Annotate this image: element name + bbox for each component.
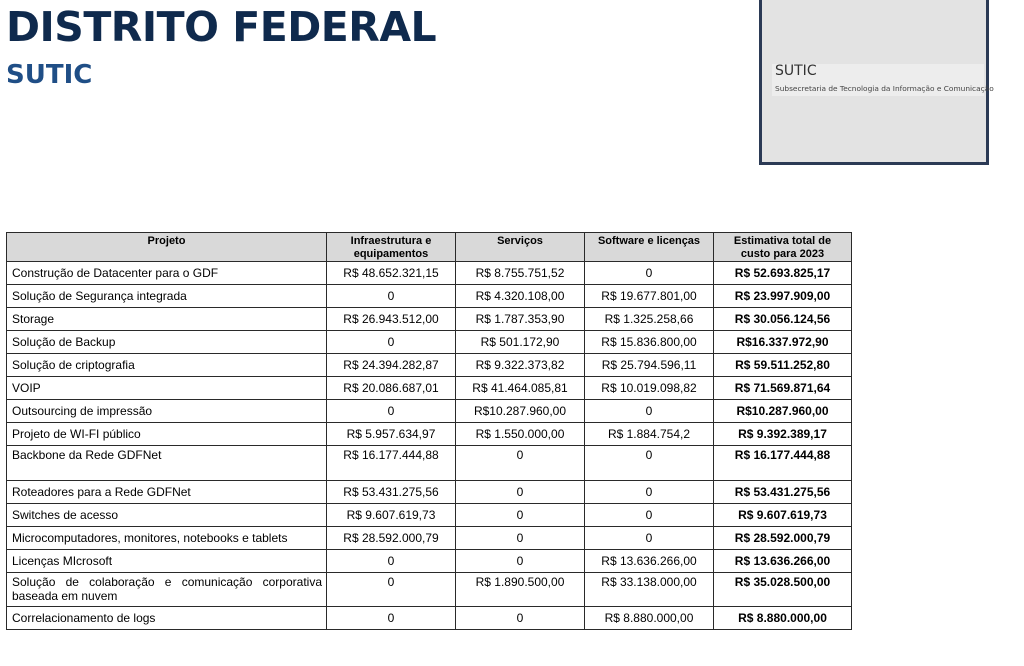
row-total-cell: R$ 23.997.909,00	[714, 285, 852, 308]
row-servicos-cell: 0	[456, 504, 585, 527]
table-row	[7, 354, 852, 377]
table-header-row	[7, 233, 852, 262]
row-software-cell: 0	[585, 527, 714, 550]
row-servicos-cell: R$ 1.890.500,00	[456, 573, 585, 607]
row-total-cell: R$ 13.636.266,00	[714, 550, 852, 573]
row-software-cell: R$ 19.677.801,00	[585, 285, 714, 308]
logo-abbr: SUTIC	[775, 63, 817, 79]
row-software-cell: R$ 10.019.098,82	[585, 377, 714, 400]
row-total-cell: R$ 8.880.000,00	[714, 607, 852, 630]
column-header-estimativa-total: Estimativa total de custo para 2023	[714, 233, 852, 262]
row-project-cell: Outsourcing de impressão	[7, 400, 327, 423]
row-project-cell: Construção de Datacenter para o GDF	[7, 262, 327, 285]
row-infraestrutura-cell: 0	[327, 550, 456, 573]
row-total-cell: R$ 28.592.000,79	[714, 527, 852, 550]
row-infraestrutura-cell: R$ 16.177.444,88	[327, 446, 456, 481]
row-project-cell: Microcomputadores, monitores, notebooks e tablets	[7, 527, 327, 550]
row-infraestrutura-cell: R$ 28.592.000,79	[327, 527, 456, 550]
row-project-cell: Solução de criptografia	[7, 354, 327, 377]
table-row	[7, 377, 852, 400]
table-row	[7, 481, 852, 504]
table-row	[7, 527, 852, 550]
table-row	[7, 504, 852, 527]
row-infraestrutura-cell: 0	[327, 400, 456, 423]
row-infraestrutura-cell: R$ 9.607.619,73	[327, 504, 456, 527]
row-project-cell: Solução de Segurança integrada	[7, 285, 327, 308]
row-servicos-cell: R$ 8.755.751,52	[456, 262, 585, 285]
row-project-cell: Projeto de WI-FI público	[7, 423, 327, 446]
row-total-cell: R$ 30.056.124,56	[714, 308, 852, 331]
table-row	[7, 423, 852, 446]
table-row	[7, 446, 852, 481]
row-total-cell: R$10.287.960,00	[714, 400, 852, 423]
table-row	[7, 285, 852, 308]
row-servicos-cell: 0	[456, 607, 585, 630]
row-total-cell: R$ 52.693.825,17	[714, 262, 852, 285]
page-subtitle: SUTIC	[6, 60, 93, 90]
row-total-cell: R$16.337.972,90	[714, 331, 852, 354]
column-header-servicos: Serviços	[456, 233, 585, 262]
row-servicos-cell: R$ 9.322.373,82	[456, 354, 585, 377]
row-software-cell: R$ 33.138.000,00	[585, 573, 714, 607]
row-software-cell: R$ 1.884.754,2	[585, 423, 714, 446]
row-software-cell: R$ 25.794.596,11	[585, 354, 714, 377]
row-infraestrutura-cell: R$ 26.943.512,00	[327, 308, 456, 331]
cost-table	[6, 232, 852, 630]
row-total-cell: R$ 9.607.619,73	[714, 504, 852, 527]
row-servicos-cell: R$ 4.320.108,00	[456, 285, 585, 308]
row-project-cell: Storage	[7, 308, 327, 331]
row-total-cell: R$ 59.511.252,80	[714, 354, 852, 377]
row-software-cell: 0	[585, 481, 714, 504]
row-project-cell: Licenças MIcrosoft	[7, 550, 327, 573]
table-row	[7, 331, 852, 354]
row-project-cell: VOIP	[7, 377, 327, 400]
column-header-projeto: Projeto	[7, 233, 327, 262]
row-software-cell: 0	[585, 262, 714, 285]
row-project-cell: Solução de Backup	[7, 331, 327, 354]
table-row	[7, 262, 852, 285]
row-infraestrutura-cell: 0	[327, 331, 456, 354]
row-total-cell: R$ 9.392.389,17	[714, 423, 852, 446]
table-row	[7, 550, 852, 573]
row-infraestrutura-cell: R$ 5.957.634,97	[327, 423, 456, 446]
row-project-cell: Backbone da Rede GDFNet	[7, 446, 327, 481]
row-project-cell: Switches de acesso	[7, 504, 327, 527]
row-servicos-cell: 0	[456, 481, 585, 504]
row-servicos-cell: 0	[456, 550, 585, 573]
row-software-cell: R$ 13.636.266,00	[585, 550, 714, 573]
row-project-cell: Roteadores para a Rede GDFNet	[7, 481, 327, 504]
row-software-cell: 0	[585, 504, 714, 527]
row-software-cell: R$ 8.880.000,00	[585, 607, 714, 630]
table-row	[7, 400, 852, 423]
row-total-cell: R$ 53.431.275,56	[714, 481, 852, 504]
row-infraestrutura-cell: R$ 53.431.275,56	[327, 481, 456, 504]
row-software-cell: 0	[585, 446, 714, 481]
row-total-cell: R$ 71.569.871,64	[714, 377, 852, 400]
row-software-cell: R$ 1.325.258,66	[585, 308, 714, 331]
row-infraestrutura-cell: R$ 20.086.687,01	[327, 377, 456, 400]
row-servicos-cell: R$ 501.172,90	[456, 331, 585, 354]
row-servicos-cell: R$ 1.787.353,90	[456, 308, 585, 331]
row-infraestrutura-cell: R$ 24.394.282,87	[327, 354, 456, 377]
row-servicos-cell: 0	[456, 527, 585, 550]
table-row	[7, 607, 852, 630]
row-servicos-cell: 0	[456, 446, 585, 481]
column-header-software: Software e licenças	[585, 233, 714, 262]
row-project-cell: Solução de colaboração e comunicação corporativa baseada em nuvem	[7, 573, 327, 607]
table-row	[7, 308, 852, 331]
column-header-infraestrutura: Infraestrutura e equipamentos	[327, 233, 456, 262]
table-row	[7, 573, 852, 607]
row-infraestrutura-cell: 0	[327, 573, 456, 607]
row-total-cell: R$ 16.177.444,88	[714, 446, 852, 481]
row-project-cell: Correlacionamento de logs	[7, 607, 327, 630]
row-infraestrutura-cell: 0	[327, 607, 456, 630]
sutic-logo-card	[759, 0, 994, 165]
page-title: DISTRITO FEDERAL	[6, 3, 437, 51]
row-infraestrutura-cell: R$ 48.652.321,15	[327, 262, 456, 285]
logo-description: Subsecretaria de Tecnologia da Informação e Comunicação	[775, 84, 994, 93]
row-infraestrutura-cell: 0	[327, 285, 456, 308]
row-total-cell: R$ 35.028.500,00	[714, 573, 852, 607]
row-servicos-cell: R$ 41.464.085,81	[456, 377, 585, 400]
row-software-cell: R$ 15.836.800,00	[585, 331, 714, 354]
row-software-cell: 0	[585, 400, 714, 423]
table-body	[7, 262, 852, 630]
row-servicos-cell: R$10.287.960,00	[456, 400, 585, 423]
row-servicos-cell: R$ 1.550.000,00	[456, 423, 585, 446]
